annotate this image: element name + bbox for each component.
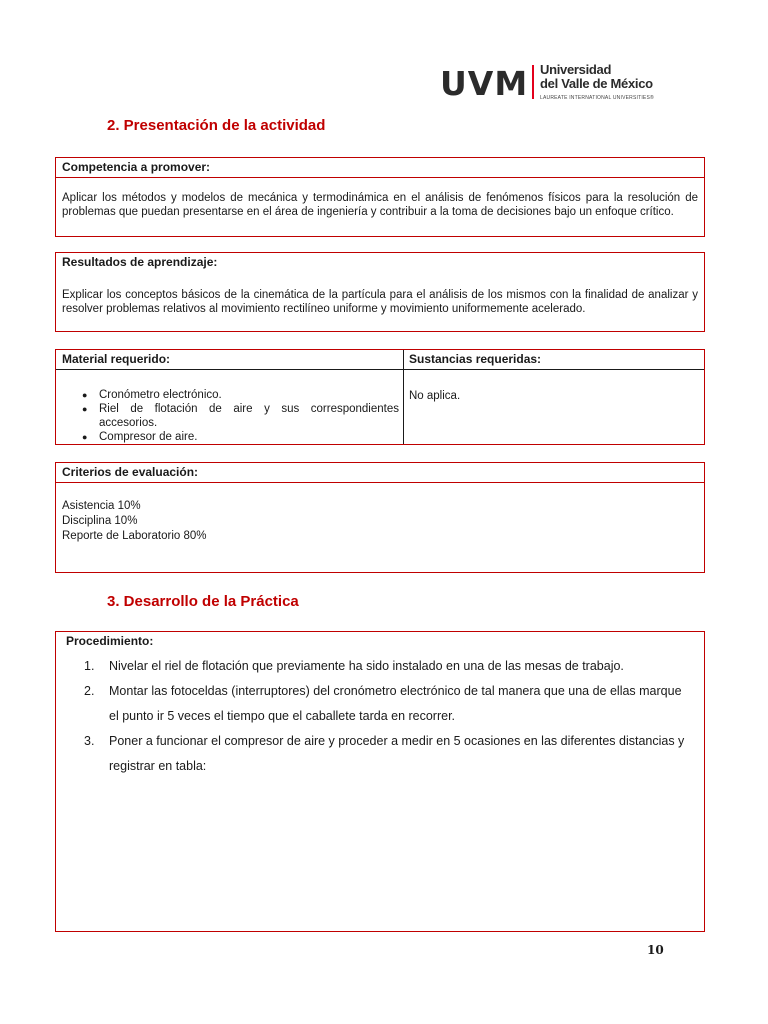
step-number: 3. — [84, 734, 95, 748]
logo-university-line1: Universidad — [540, 62, 612, 77]
competencia-box — [55, 157, 705, 237]
step-text: Nivelar el riel de flotación que previamente ha sido instalado en una de las mesas de trabajo. — [109, 659, 624, 673]
step-number: 2. — [84, 684, 95, 698]
material-list — [56, 388, 403, 444]
logo-laureate-line: LAUREATE INTERNATIONAL UNIVERSITIES® — [540, 95, 654, 101]
procedimiento-box — [55, 631, 705, 932]
list-item: ● Riel de flotación de aire y sus correspondientes accesorios. — [56, 402, 403, 430]
resultados-text: Explicar los conceptos básicos de la cinemática de la partícula para el análisis de los mismos con la finalidad de analizar y resolver problemas relativos al movimiento rectilíneo uniforme y movimiento uniformemente acelerado. — [62, 289, 698, 315]
competencia-heading: Competencia a promover: — [56, 158, 704, 178]
list-item — [56, 729, 704, 779]
section-3-title: 3. Desarrollo de la Práctica — [107, 593, 299, 610]
list-item — [56, 654, 704, 679]
list-item: ● Cronómetro electrónico. — [56, 388, 403, 402]
material-column — [56, 350, 404, 444]
sustancias-text: No aplica. — [409, 390, 461, 402]
procedimiento-heading: Procedimiento: — [66, 634, 154, 648]
sustancias-column — [403, 350, 704, 444]
sustancias-heading: Sustancias requeridas: — [403, 350, 704, 370]
list-item: Asistencia 10% — [62, 500, 141, 512]
logo-divider — [532, 65, 534, 99]
criterios-list — [56, 499, 704, 544]
page-number: 10 — [647, 943, 664, 957]
step-text: Montar las fotoceldas (interruptores) del cronómetro electrónico de tal manera que una de ellas marque el punto ir 5 veces el tiempo que el caballete tarda en recorrer. — [109, 684, 682, 723]
material-heading: Material requerido: — [56, 350, 403, 370]
competencia-text: Aplicar los métodos y modelos de mecánica y termodinámica en el análisis de fenómenos físicos para la resolución de problemas que puedan presentarse en el área de ingeniería y contribuir a la toma de decisiones bajo un enfoque crítico. — [62, 192, 698, 218]
list-item: Disciplina 10% — [62, 515, 138, 527]
logo-university-line2: del Valle de México — [540, 76, 653, 91]
criterios-box — [55, 462, 705, 573]
logo-wordmark: UVM — [440, 64, 529, 103]
list-item — [56, 679, 704, 729]
uvm-logo — [440, 62, 655, 106]
resultados-box — [55, 252, 705, 332]
list-item: ● Compresor de aire. — [56, 430, 403, 444]
step-number: 1. — [84, 659, 95, 673]
material-sustancias-table — [55, 349, 705, 445]
step-text: Poner a funcionar el compresor de aire y proceder a medir en 5 ocasiones en las diferentes distancias y registrar en tabla: — [109, 734, 685, 773]
list-item: Reporte de Laboratorio 80% — [62, 530, 207, 542]
section-2-title: 2. Presentación de la actividad — [107, 117, 326, 134]
criterios-heading: Criterios de evaluación: — [56, 463, 704, 483]
resultados-heading: Resultados de aprendizaje: — [62, 255, 218, 269]
procedimiento-steps — [56, 654, 704, 779]
